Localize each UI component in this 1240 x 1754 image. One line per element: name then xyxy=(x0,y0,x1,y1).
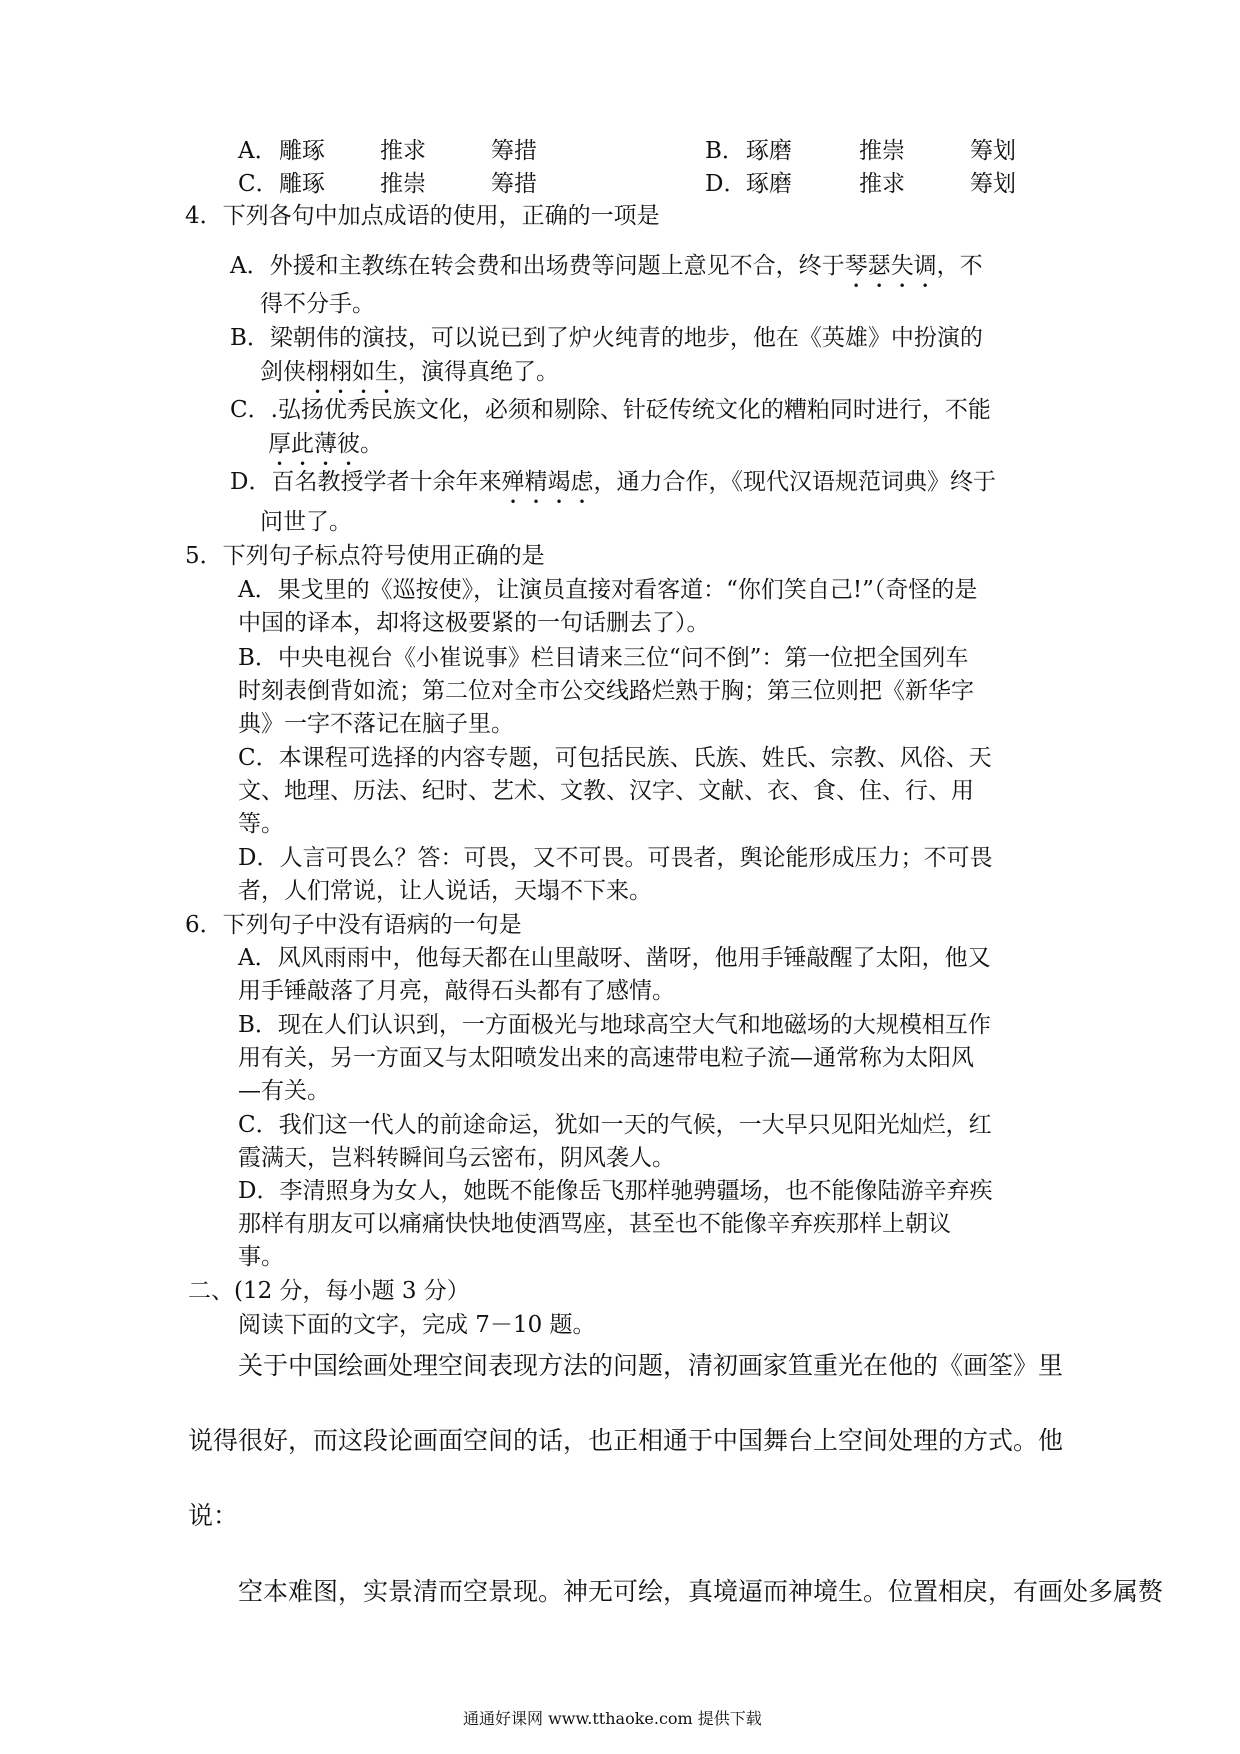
text: ，演得真绝了。 xyxy=(398,359,559,385)
q5-option-c: 文、地理、历法、纪时、艺术、文教、汉字、文献、衣、食、住、行、用 xyxy=(238,778,974,804)
q6-option-a: 用手锤敲落了月亮，敲得石头都有了感情。 xyxy=(238,978,675,1004)
q5-option-c: C．本课程可选择的内容专题，可包括民族、氏族、姓氏、宗教、风俗、天 xyxy=(238,745,992,771)
option-label: C． xyxy=(238,171,279,197)
q5-option-b: 时刻表倒背如流；第二位对全市公交线路烂熟于胸；第三位则把《新华字 xyxy=(238,678,974,704)
option-word: 推崇 xyxy=(859,138,905,164)
option-word: 筹划 xyxy=(970,171,1016,197)
q4-option-c-line1: C．.弘扬优秀民族文化，必须和剔除、针砭传统文化的糟粕同时进行，不能 xyxy=(230,397,991,423)
q5-option-a: A．果戈里的《巡按使》，让演员直接对看客道：“你们笑自己!”（奇怪的是 xyxy=(238,577,978,603)
q6-option-b: B．现在人们认识到，一方面极光与地球高空大气和地磁场的大规模相互作 xyxy=(238,1012,991,1038)
q6-option-d: 事。 xyxy=(238,1244,284,1270)
q6-option-a: A．风风雨雨中，他每天都在山里敲呀、凿呀，他用手锤敲醒了太阳，他又 xyxy=(238,945,991,971)
passage-paragraph: 说得很好，而这段论画面空间的话，也正相通于中国舞台上空间处理的方式。他 xyxy=(188,1426,1064,1455)
q6-option-d: 那样有朋友可以痛痛快快地使酒骂座，甚至也不能像辛弃疾那样上朝议 xyxy=(238,1211,951,1237)
q4-option-c-line2 xyxy=(268,428,383,471)
q4-option-d-line2: 问世了。 xyxy=(260,509,352,535)
q5-option-c: 等。 xyxy=(238,811,284,837)
option-word: 推求 xyxy=(859,171,905,197)
passage-paragraph: 说： xyxy=(188,1501,239,1530)
option-word: 筹措 xyxy=(491,171,537,197)
text: ，不 xyxy=(936,253,983,279)
option-word: 雕琢 xyxy=(279,171,325,197)
option-word: 推崇 xyxy=(380,171,426,197)
passage-quote: 空本难图，实景清而空景现。神无可绘，真境逼而神境生。位置相戾，有画处多属赘 xyxy=(238,1577,1164,1606)
q4-option-a-line2: 得不分手。 xyxy=(260,291,375,317)
q6-stem: 6．下列句子中没有语病的一句是 xyxy=(185,912,522,938)
option-word: 雕琢 xyxy=(279,138,325,164)
dotted-idiom: 琴瑟失调 xyxy=(844,253,937,279)
q6-option-c: C．我们这一代人的前途命运，犹如一天的气候，一大早只见阳光灿烂，红 xyxy=(238,1112,992,1138)
option-word: 琢磨 xyxy=(746,171,792,197)
option-word: 推求 xyxy=(380,138,426,164)
option-word: 筹措 xyxy=(491,138,537,164)
option-label: A． xyxy=(238,138,278,164)
q6-option-c: 霞满天，岂料转瞬间乌云密布，阴风袭人。 xyxy=(238,1145,675,1171)
q5-option-b: B．中央电视台《小崔说事》栏目请来三位“问不倒”：第一位把全国列车 xyxy=(238,645,969,671)
dotted-idiom: 栩栩如生 xyxy=(306,359,398,385)
text: D．百名教授学者十余年来 xyxy=(230,469,502,495)
text: 剑侠 xyxy=(260,359,306,385)
q4-stem: 4．下列各句中加点成语的使用，正确的一项是 xyxy=(185,203,660,229)
page-footer: 通通好课网 www.tthaoke.com 提供下载 xyxy=(463,1709,762,1728)
text: 。 xyxy=(360,431,383,457)
passage-paragraph: 关于中国绘画处理空间表现方法的问题，清初画家笪重光在他的《画筌》里 xyxy=(238,1351,1064,1380)
q6-option-b: —有关。 xyxy=(238,1078,330,1104)
section-instruction: 阅读下面的文字，完成 7－10 题。 xyxy=(238,1312,596,1338)
dotted-idiom: 厚此薄彼 xyxy=(268,431,360,457)
text: A．外援和主教练在转会费和出场费等问题上意见不合，终于 xyxy=(230,253,845,279)
q6-option-d: D．李清照身为女人，她既不能像岳飞那样驰骋疆场，也不能像陆游辛弃疾 xyxy=(238,1178,993,1204)
q4-option-a-line1 xyxy=(230,250,983,293)
q4-option-b-line2 xyxy=(260,356,559,399)
q5-option-b: 典》一字不落记在脑子里。 xyxy=(238,711,514,737)
q4-option-b-line1: B．梁朝伟的演技，可以说已到了炉火纯青的地步，他在《英雄》中扮演的 xyxy=(230,325,983,351)
section-heading: 二、(12 分，每小题 3 分） xyxy=(188,1278,470,1304)
option-label: D． xyxy=(705,171,747,197)
text: ，通力合作，《现代汉语规范词典》终于 xyxy=(593,469,996,495)
q5-option-a: 中国的译本，却将这极要紧的一句话删去了）。 xyxy=(238,610,710,636)
option-label: B． xyxy=(705,138,745,164)
option-word: 琢磨 xyxy=(746,138,792,164)
q4-option-d-line1 xyxy=(230,466,996,509)
q5-option-d: D．人言可畏么？答：可畏，又不可畏。可畏者，舆论能形成压力；不可畏 xyxy=(238,845,993,871)
option-word: 筹划 xyxy=(970,138,1016,164)
q6-option-b: 用有关，另一方面又与太阳喷发出来的高速带电粒子流—通常称为太阳风 xyxy=(238,1045,974,1071)
q5-stem: 5．下列句子标点符号使用正确的是 xyxy=(185,543,545,569)
dotted-idiom: 殚精竭虑 xyxy=(501,469,594,495)
q5-option-d: 者，人们常说，让人说话，天塌不下来。 xyxy=(238,878,652,904)
